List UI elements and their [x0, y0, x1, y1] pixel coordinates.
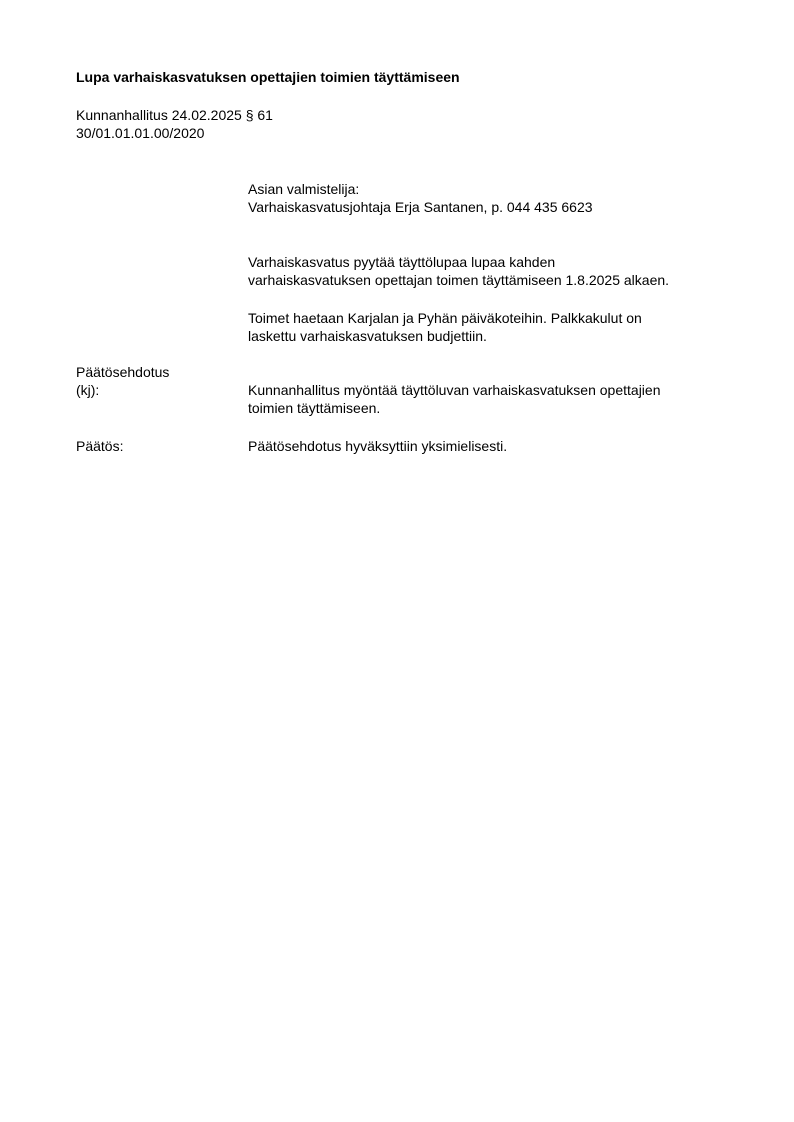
paragraph-details-line-2: laskettu varhaiskasvatuksen budjettiin.	[248, 328, 487, 344]
preparer-block	[248, 180, 738, 216]
preparer-label: Asian valmistelija:	[248, 181, 360, 197]
paragraph-request	[248, 253, 738, 289]
proposal-label	[76, 363, 169, 399]
paragraph-details	[248, 309, 738, 345]
paragraph-request-line-2: varhaiskasvatuksen opettajan toimen täyttämiseen 1.8.2025 alkaen.	[248, 272, 670, 288]
decision-label: Päätös:	[76, 438, 124, 454]
decision-text	[248, 437, 738, 455]
document-title: Lupa varhaiskasvatuksen opettajien toimien täyttämiseen	[76, 69, 460, 85]
proposal-label-line-2: (kj):	[76, 382, 100, 398]
paragraph-request-line-1: Varhaiskasvatus pyytää täyttölupaa lupaa kahden	[248, 254, 556, 270]
preparer-name: Varhaiskasvatusjohtaja Erja Santanen, p. 044 435 6623	[248, 199, 593, 215]
proposal-line-1: Kunnanhallitus myöntää täyttöluvan varhaiskasvatuksen opettajien	[248, 382, 661, 398]
proposal-text	[248, 381, 738, 417]
paragraph-details-line-1: Toimet haetaan Karjalan ja Pyhän päiväkoteihin. Palkkakulut on	[248, 310, 642, 326]
proposal-label-line-1: Päätösehdotus	[76, 364, 170, 380]
meeting-info	[76, 106, 273, 142]
meeting-line: Kunnanhallitus 24.02.2025 § 61	[76, 107, 273, 123]
decision-line: Päätösehdotus hyväksyttiin yksimielisesti.	[248, 438, 508, 454]
record-number: 30/01.01.01.00/2020	[76, 125, 205, 141]
proposal-line-2: toimien täyttämiseen.	[248, 400, 381, 416]
